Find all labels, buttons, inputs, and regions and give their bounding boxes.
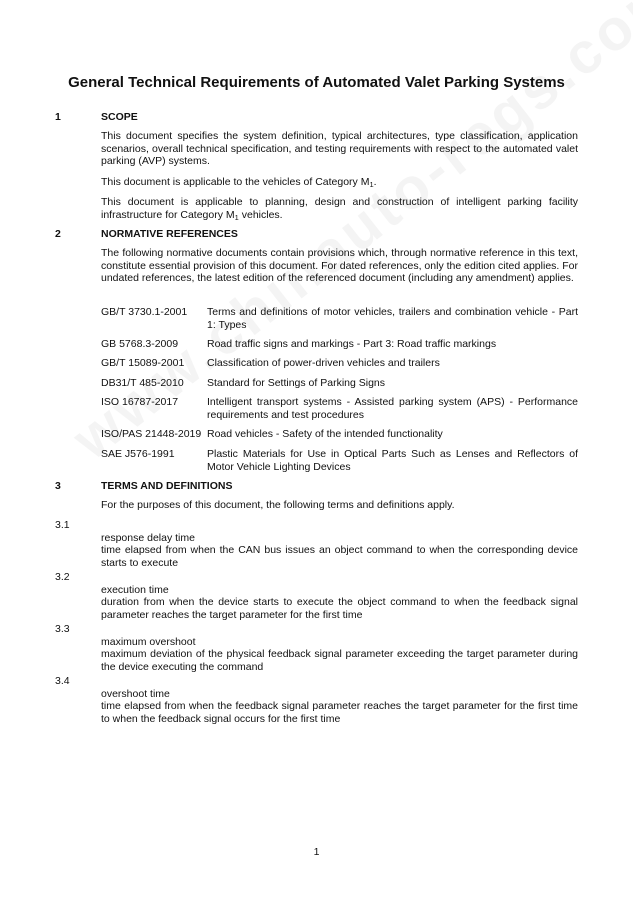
term-definition: duration from when the device starts to execute the object command to when the feedback signal parameter reaches the target parameter for the first time: [101, 596, 578, 621]
normative-intro: The following normative documents contain provisions which, through normative reference in this text, constitute essential provision of this document. For dated references, only the edition cited applies. For undated references, the latest edition of the referenced document (including any amendment) applies.: [101, 247, 578, 285]
term-number: 3.2: [55, 571, 70, 583]
term-name: response delay time: [101, 532, 195, 544]
document-title: General Technical Requirements of Automated Valet Parking Systems: [68, 74, 565, 91]
page-number: 1: [313, 846, 320, 858]
ref-title: Plastic Materials for Use in Optical Parts Such as Lenses and Reflectors of Motor Vehicle Lighting Devices: [207, 448, 578, 473]
ref-title: Intelligent transport systems - Assisted parking system (APS) - Performance requirements and test procedures: [207, 396, 578, 421]
term-name: overshoot time: [101, 688, 170, 700]
scope-paragraph-2: This document is applicable to the vehicles of Category $M_1$.: [101, 176, 377, 189]
ref-title: Road traffic signs and markings - Part 3: Road traffic markings: [207, 338, 497, 350]
scope-paragraph-1: This document specifies the system definition, typical architectures, type classification, application scenarios, overall technical specification, and testing requirements with respect to the automated valet parking (AVP) systems.: [101, 130, 578, 168]
ref-code: GB/T 3730.1-2001: [101, 306, 188, 318]
section-number-terms: 3: [55, 480, 61, 492]
term-number: 3.3: [55, 623, 70, 635]
term-definition: maximum deviation of the physical feedback signal parameter exceeding the target parameter during the device executing the command: [101, 648, 578, 673]
terms-intro: For the purposes of this document, the following terms and definitions apply.: [101, 499, 455, 511]
ref-code: ISO 16787-2017: [101, 396, 179, 408]
scope-paragraph-3: This document is applicable to planning, design and construction of intelligent parking facility infrastructure for Category $M_1$ vehicles.: [101, 196, 578, 222]
section-title-terms: TERMS AND DEFINITIONS: [101, 480, 233, 492]
ref-code: SAE J576-1991: [101, 448, 175, 460]
section-title-scope: SCOPE: [101, 111, 138, 123]
section-title-normative: NORMATIVE REFERENCES: [101, 228, 238, 240]
section-number-scope: 1: [55, 111, 61, 123]
ref-title: Standard for Settings of Parking Signs: [207, 377, 386, 389]
ref-code: ISO/PAS 21448-2019: [101, 428, 202, 440]
ref-code: GB/T 15089-2001: [101, 357, 185, 369]
ref-title: Terms and definitions of motor vehicles, trailers and combination vehicle - Part 1: Types: [207, 306, 578, 331]
term-name: maximum overshoot: [101, 636, 196, 648]
ref-code: DB31/T 485-2010: [101, 377, 184, 389]
section-number-normative: 2: [55, 228, 61, 240]
ref-title: Road vehicles - Safety of the intended functionality: [207, 428, 443, 440]
term-number: 3.4: [55, 675, 70, 687]
term-definition: time elapsed from when the feedback signal parameter reaches the target parameter for the first time to when the feedback signal occurs for the first time: [101, 700, 578, 725]
ref-code: GB 5768.3-2009: [101, 338, 179, 350]
term-name: execution time: [101, 584, 169, 596]
term-number: 3.1: [55, 519, 70, 531]
term-definition: time elapsed from when the CAN bus issues an object command to when the corresponding device starts to execute: [101, 544, 578, 569]
ref-title: Classification of power-driven vehicles and trailers: [207, 357, 440, 369]
